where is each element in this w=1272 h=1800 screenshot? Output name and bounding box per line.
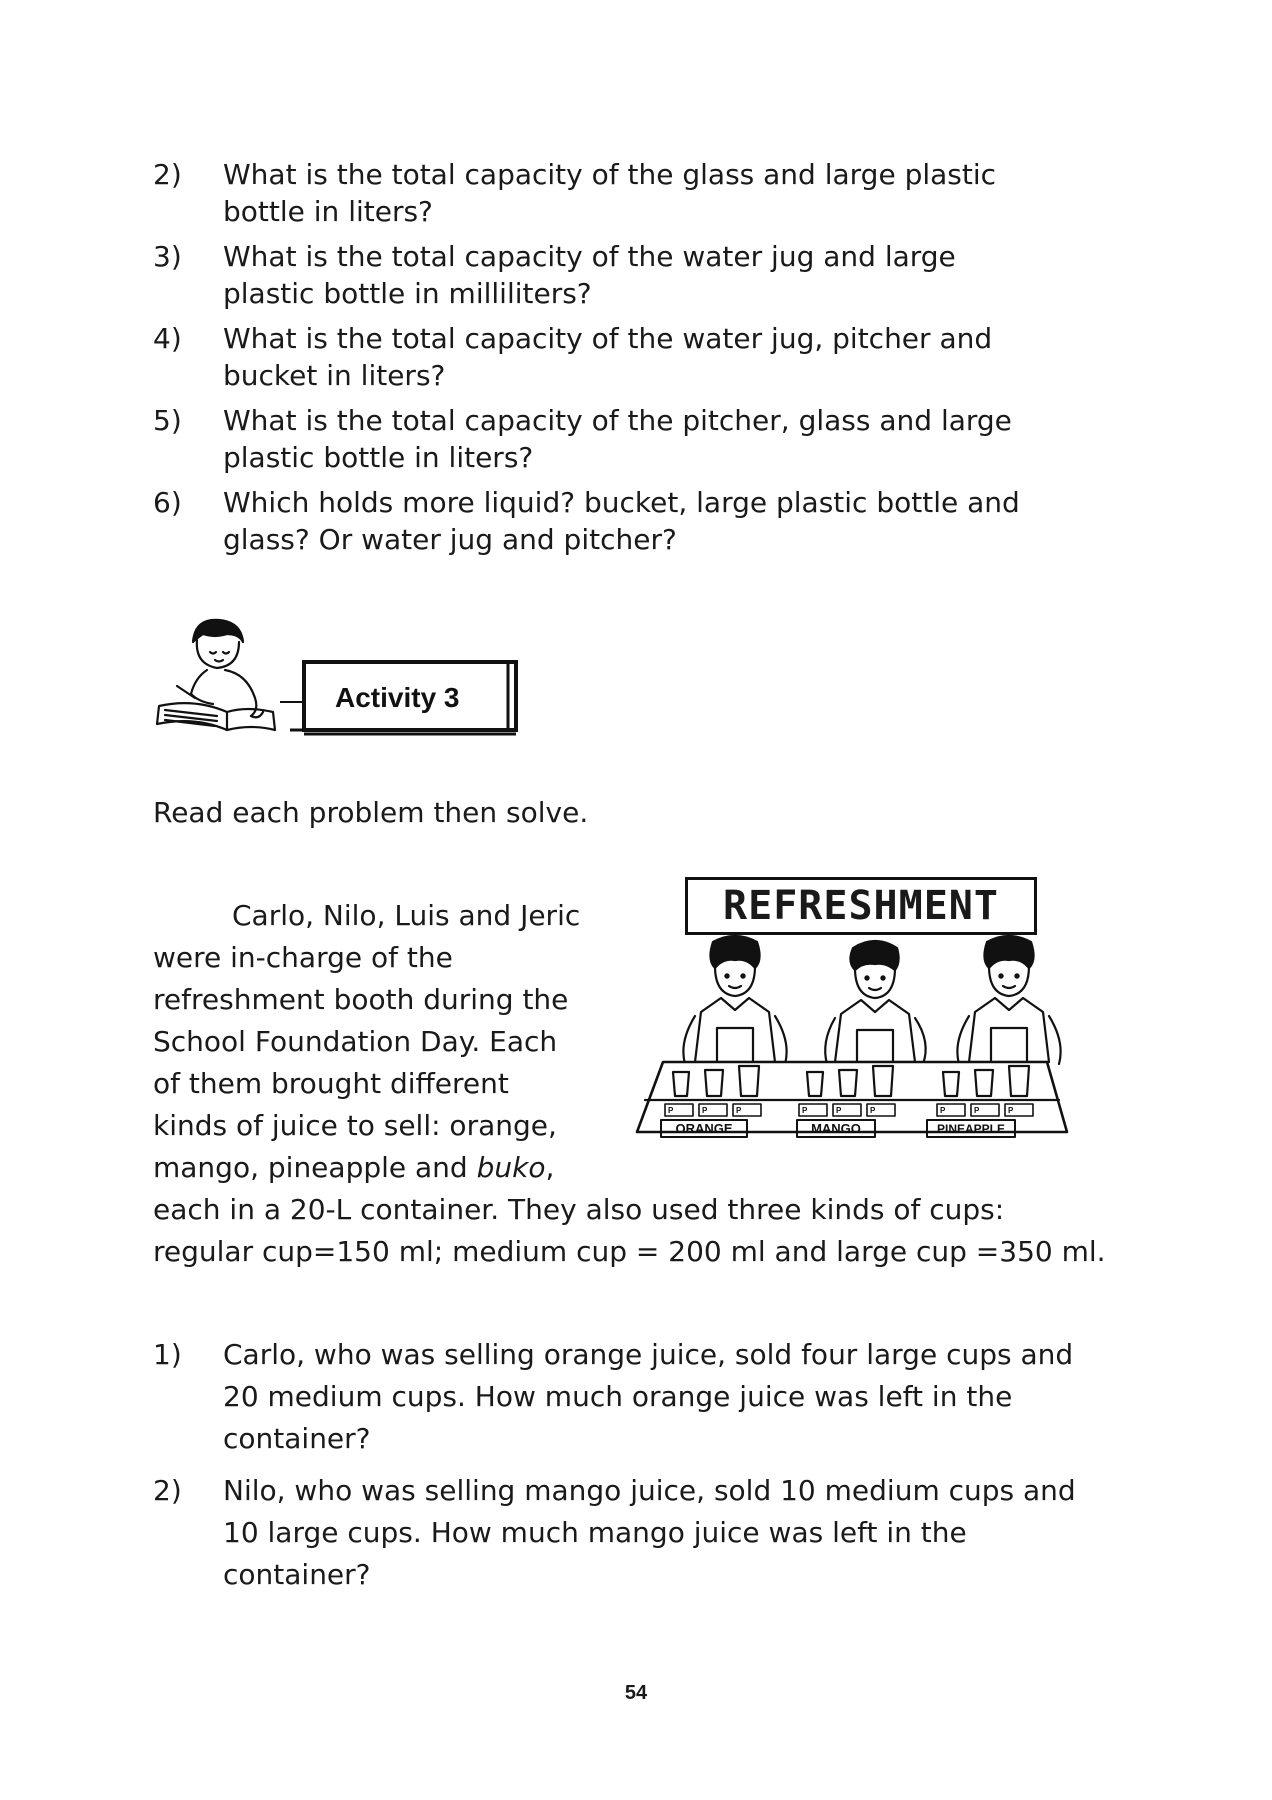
refreshment-sign: REFRESHMENT <box>685 877 1037 935</box>
story-line-5: of them brought different <box>153 1067 509 1100</box>
page-number: 54 <box>624 1682 648 1704</box>
story-line-2: were in-charge of the <box>153 941 453 974</box>
story-line-8: each in a 20-L container. They also used three kinds of cups: <box>153 1193 1005 1226</box>
question-text: Which holds more liquid? bucket, large plastic bottle and glass? Or water jug and pitcher? <box>223 486 1020 556</box>
story-line-7: mango, pineapple and buko, <box>153 1151 555 1184</box>
price-mark: P <box>736 1106 742 1115</box>
italic-word: buko <box>476 1151 546 1184</box>
story-line-6: kinds of juice to sell: orange, <box>153 1109 557 1142</box>
boy-figure <box>825 941 925 1064</box>
story-line-9: regular cup=150 ml; medium cup = 200 ml and large cup =350 ml. <box>153 1235 1106 1268</box>
refreshment-booth-illustration <box>635 932 1075 1158</box>
question-number: 1) <box>153 1338 182 1371</box>
price-mark: P <box>974 1106 980 1115</box>
story-line-1: Carlo, Nilo, Luis and Jeric <box>232 899 581 932</box>
question-number: 6) <box>153 486 182 519</box>
price-mark: P <box>836 1106 842 1115</box>
writing-boy-illustration <box>155 612 285 742</box>
question-text: What is the total capacity of the water jug, pitcher and bucket in liters? <box>223 322 993 392</box>
question-number: 3) <box>153 240 182 273</box>
price-mark: P <box>702 1106 708 1115</box>
question-number: 2) <box>153 1474 182 1507</box>
question-text: Carlo, who was selling orange juice, sold four large cups and 20 medium cups. How much orange juice was left in the container? <box>223 1338 1074 1455</box>
activity-title: Activity 3 <box>335 682 460 713</box>
question-number: 5) <box>153 404 182 437</box>
question-number: 4) <box>153 322 182 355</box>
question-text: What is the total capacity of the water jug and large plastic bottle in milliliters? <box>223 240 956 310</box>
price-mark: P <box>940 1106 946 1115</box>
price-mark: P <box>802 1106 808 1115</box>
question-text: Nilo, who was selling mango juice, sold 10 medium cups and 10 large cups. How much mango juice was left in the container? <box>223 1474 1076 1591</box>
question-text: What is the total capacity of the pitcher, glass and large plastic bottle in liters? <box>223 404 1012 474</box>
price-mark: P <box>668 1106 674 1115</box>
juice-tag-pineapple: PINEAPPLE <box>936 1122 1006 1136</box>
question-number: 2) <box>153 158 182 191</box>
activity-heading <box>290 658 524 738</box>
question-text: What is the total capacity of the glass and large plastic bottle in liters? <box>223 158 997 228</box>
boy-figure <box>957 936 1060 1064</box>
price-mark: P <box>1008 1106 1014 1115</box>
boy-figure <box>683 936 786 1064</box>
story-line-3: refreshment booth during the <box>153 983 569 1016</box>
juice-tag-orange: ORANGE <box>675 1121 733 1136</box>
juice-tag-mango: MANGO <box>811 1121 861 1136</box>
story-line-4: School Foundation Day. Each <box>153 1025 558 1058</box>
price-mark: P <box>870 1106 876 1115</box>
instruction-text: Read each problem then solve. <box>153 796 589 829</box>
